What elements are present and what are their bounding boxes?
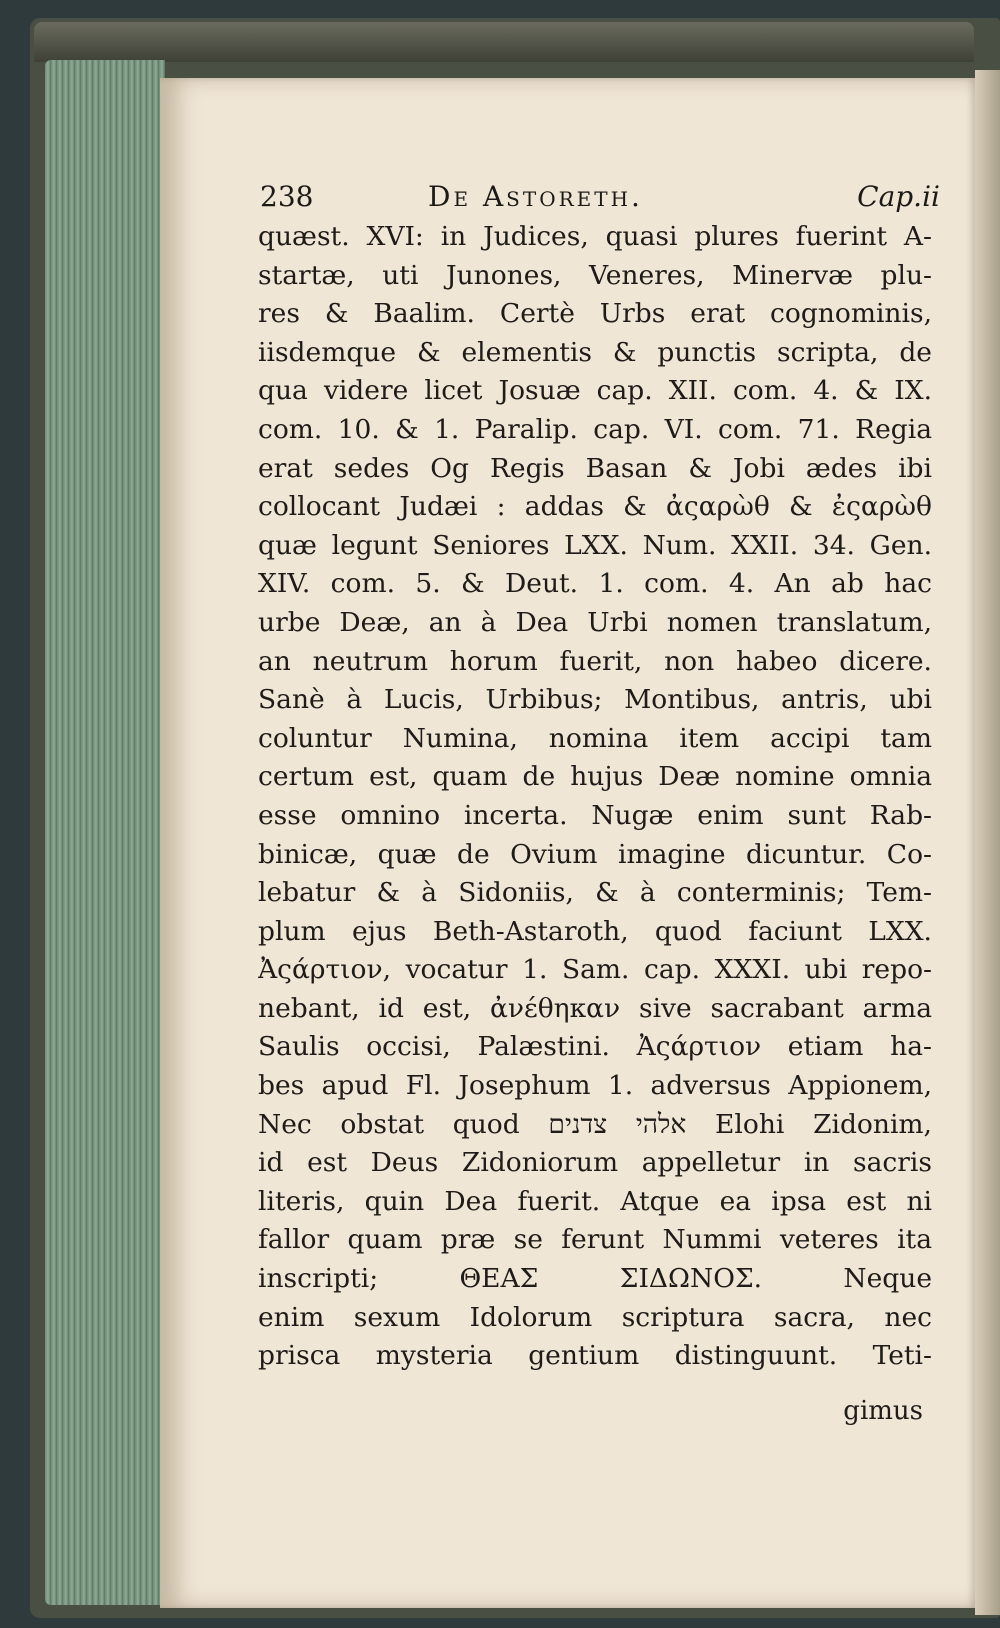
text-line: urbe Deæ, an à Dea Urbi nomen translatum, (258, 606, 932, 638)
text-line: coluntur Numina, nomina item accipi tam (258, 722, 932, 754)
page-number: 238 (260, 180, 314, 213)
text-line: erat sedes Og Regis Basan & Jobi ædes ibi (258, 452, 932, 484)
text-line: literis, quin Dea fuerit. Atque ea ipsa est ni (258, 1185, 932, 1217)
text-line: fallor quam præ se ferunt Nummi veteres ita (258, 1224, 932, 1256)
text-line: qua videre licet Josuæ cap. XII. com. 4. & IX. (258, 375, 932, 407)
book-page (160, 78, 975, 1608)
text-line: nebant, id est, ἀνέθηκαν sive sacrabant arma (258, 992, 932, 1024)
right-page-edges (975, 70, 1000, 1615)
running-header (260, 180, 940, 220)
text-line: certum est, quam de hujus Deæ nomine omnia (258, 761, 932, 793)
text-line: enim sexum Idolorum scriptura sacra, nec (258, 1301, 932, 1333)
text-line: binicæ, quæ de Ovium imagine dicuntur. Co- (258, 838, 932, 870)
text-line: Sanè à Lucis, Urbibus; Montibus, antris, ubi (258, 684, 932, 716)
text-line: quæ legunt Seniores LXX. Num. XXII. 34. Gen. (258, 529, 932, 561)
text-line: bes apud Fl. Josephum 1. adversus Appionem, (258, 1070, 932, 1102)
catchword: gimus (843, 1396, 923, 1426)
text-line: res & Baalim. Certè Urbs erat cognominis, (258, 298, 932, 330)
chapter-label: Cap.ii (857, 180, 940, 213)
text-line: quæst. XVI: in Judices, quasi plures fuerint A- (258, 221, 932, 252)
text-line: Saulis occisi, Palæstini. Ἀςάρτιον etiam ha- (258, 1031, 932, 1063)
text-line: id est Deus Zidoniorum appelletur in sacris (258, 1147, 932, 1179)
text-line: Nec obstat quod אלהי צדנים Elohi Zidonim, (258, 1108, 932, 1140)
text-line: Ἀςάρτιον, vocatur 1. Sam. cap. XXXI. ubi repo- (258, 954, 932, 986)
text-line: plum ejus Beth-Astaroth, quod faciunt LXX. (258, 915, 932, 947)
text-line: com. 10. & 1. Paralip. cap. VI. com. 71. Regia (258, 413, 932, 445)
text-line: iisdemque & elementis & punctis scripta, de (258, 336, 932, 368)
text-line: inscripti; ΘΕΑΣ ΣΙΔΩΝΟΣ. Neque (258, 1263, 932, 1295)
body-text (258, 218, 932, 1376)
book-top-edge (34, 22, 974, 62)
text-line: XIV. com. 5. & Deut. 1. com. 4. An ab hac (258, 568, 932, 600)
text-line: startæ, uti Junones, Veneres, Minervæ plu- (258, 259, 932, 291)
text-line: collocant Judæi : addas & ἀςαρὼθ & ἐςαρὼθ (258, 491, 932, 523)
page-edges (45, 60, 165, 1605)
text-line: prisca mysteria gentium distinguunt. Teti- (258, 1340, 932, 1372)
text-line: an neutrum horum fuerit, non habeo dicere. (258, 645, 932, 677)
text-line: esse omnino incerta. Nugæ enim sunt Rab- (258, 799, 932, 831)
running-title: De Astoreth. (428, 180, 643, 213)
text-line: lebatur & à Sidoniis, & à conterminis; Tem- (258, 877, 932, 909)
